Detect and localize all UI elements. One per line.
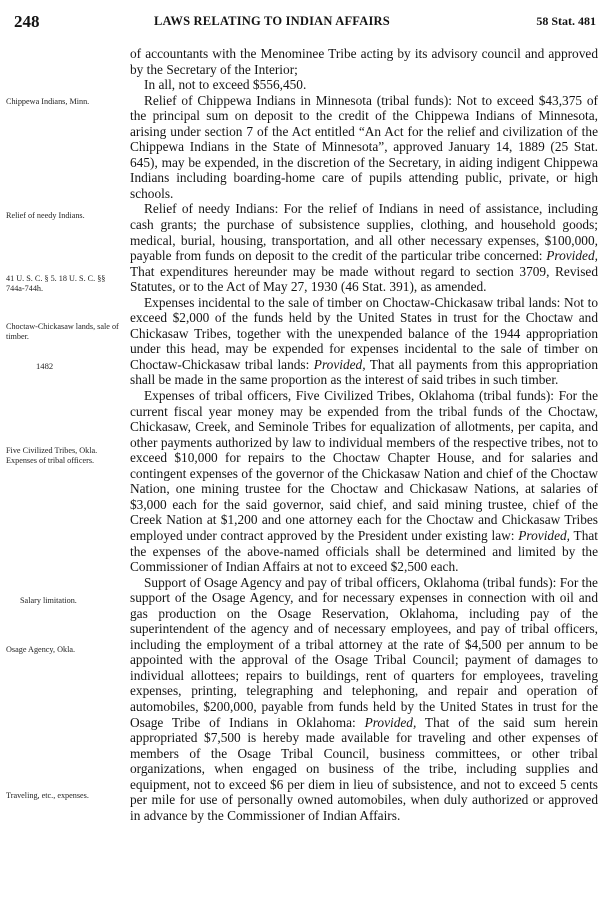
text-span: Expenses incidental to the sale of timber on Choctaw-Chickasaw tribal lands: Not to exceed $2,000 of the funds held by the United States in trust for the Choctaw and Chickasaw Tribes, together with the unexpended balance of the 1944 appropriation under this head, may be expended for expenses incidental to the sale of timber on Choctaw-Chickasaw tribal lands: (130, 294, 598, 372)
text-span: Expenses of tribal officers, Five Civilized Tribes, Oklahoma (tribal funds): For the current fiscal year money may be expended from the tribal funds of the Choctaw, Chickasaw, Creek, and Seminole Tribes for equalization of allotments, per capita, and other payments authorized by law to individual members of the respective tribes, not to exceed $10,000 for repairs to the Choctaw Chapter House, and for salaries and contingent expenses of the governor of the Chickasaw Nation and chief of the Choctaw Nation, one mining trustee for the Choctaw and Chickasaw Nations, at salaries of $3,000 each for the said governor, said chief, and said mining trustee, chief of the Creek Nation at $1,200 and one attorney each for the Choctaw and Chickasaw Tribes employed under contract approved by the President under existing law: (130, 388, 598, 543)
text-span: That expenditures hereunder may be made without regard to section 3709, Revised Statutes, or to the Act of May 27, 1930 (46 Stat. 391), as amended. (130, 263, 598, 295)
margin-note-choctaw-chickasaw: Choctaw-Chickasaw lands, sale of timber. (6, 322, 119, 341)
paragraph-relief-needy (130, 201, 598, 294)
paragraph-chippewa: Relief of Chippewa Indians in Minnesota (tribal funds): Not to exceed $43,375 of the principal sum on deposit to the credit of the Chippewa Indians of Minnesota, arising under section 7 of the Act entitled “An Act for the relief and civilization of the Chippewa Indians in the State of Minnesota”, approved January 14, 1889 (25 Stat. 645), may be expended, in the discretion of the Secretary, in aiding indigent Chippewa Indians including boarding-home care of pupils attending public, private, or high schools. (130, 92, 598, 201)
margin-note-salary: Salary limitation. (20, 596, 77, 605)
margin-note-osage: Osage Agency, Okla. (6, 645, 76, 654)
provided-word: Provided, (313, 356, 366, 372)
margin-note-relief-needy: Relief of needy Indians. (6, 211, 85, 220)
provided-word: Provided, (364, 714, 417, 730)
running-title: LAWS RELATING TO INDIAN AFFAIRS (154, 14, 390, 28)
margin-note-traveling: Traveling, etc., expenses. (6, 791, 89, 800)
text-span: That all payments from this appropriation shall be made in the same proportion as the interest of said tribes in such timber. (130, 356, 598, 388)
margin-note-five-tribes: Five Civilized Tribes, Okla. Expenses of tribal officers. (6, 446, 98, 465)
page-header (14, 8, 598, 36)
paragraph-choctaw-timber (130, 295, 598, 388)
statute-reference: 58 Stat. 481 (536, 14, 596, 28)
text-span: Support of Osage Agency and pay of tribal officers, Oklahoma (tribal funds): For the support of the Osage Agency, and for necessary expenses in connection with oil and gas production on the Osage Reservation, Oklahoma, including pay of the superintendent of the agency and of necessary employees, and pay of tribal officers, including the employment of a tribal attorney at the rate of $4,500 per annum to be appointed with the approval of the Osage Tribal Council; payment of damages to individual allottees; repairs to buildings, rent of quarters for employees, traveling expenses, printing, telegraphing and telephoning, and repair and operation of automobiles, $200,000, payable from funds held by the United States in trust for the Osage Tribe of Indians in Oklahoma: (130, 574, 598, 730)
provided-word: Provided, (518, 527, 571, 543)
body-text (130, 46, 598, 906)
margin-note-usc-citation: 41 U. S. C. § 5. 18 U. S. C. §§ 744a-744h. (6, 274, 106, 293)
text-span: Relief of needy Indians: For the relief of Indians in need of assistance, including cash grants; the purchase of subsistence supplies, clothing, and household goods; medical, burial, housing, transportation, and all other necessary expenses, $100,000, payable from funds on deposit to the credit of the particular tribe concerned: (130, 201, 598, 264)
paragraph-five-tribes (130, 388, 598, 575)
paragraph-osage (130, 575, 598, 824)
margin-note-chippewa: Chippewa Indians, Minn. (6, 97, 90, 106)
paragraph-total: In all, not to exceed $556,450. (144, 77, 307, 93)
text-span: That of the said sum herein appropriated $7,500 is hereby made available for traveling and other expenses of members of the Osage Tribal Council, business committees, or other tribal organizations, when engaged on business of the tribe, including supplies and equipment, not to exceed $6 per diem in lieu of subsistence, and not to exceed 5 cents per mile for use of personally owned automobiles, when duly authorized or approved in advance by the Commissioner of Indian Affairs. (130, 714, 598, 823)
margin-note-page-1482: 1482 (36, 361, 54, 371)
provided-word: Provided, (546, 248, 598, 264)
text-span: That the expenses of the above-named officials shall be determined and limited by the Commissioner of Indian Affairs at not to exceed $2,500 each. (130, 527, 598, 575)
paragraph-menominee-cont: of accountants with the Menominee Tribe acting by its advisory council and approved by the Secretary of the Interior; (130, 46, 598, 77)
page-number: 248 (14, 12, 40, 31)
